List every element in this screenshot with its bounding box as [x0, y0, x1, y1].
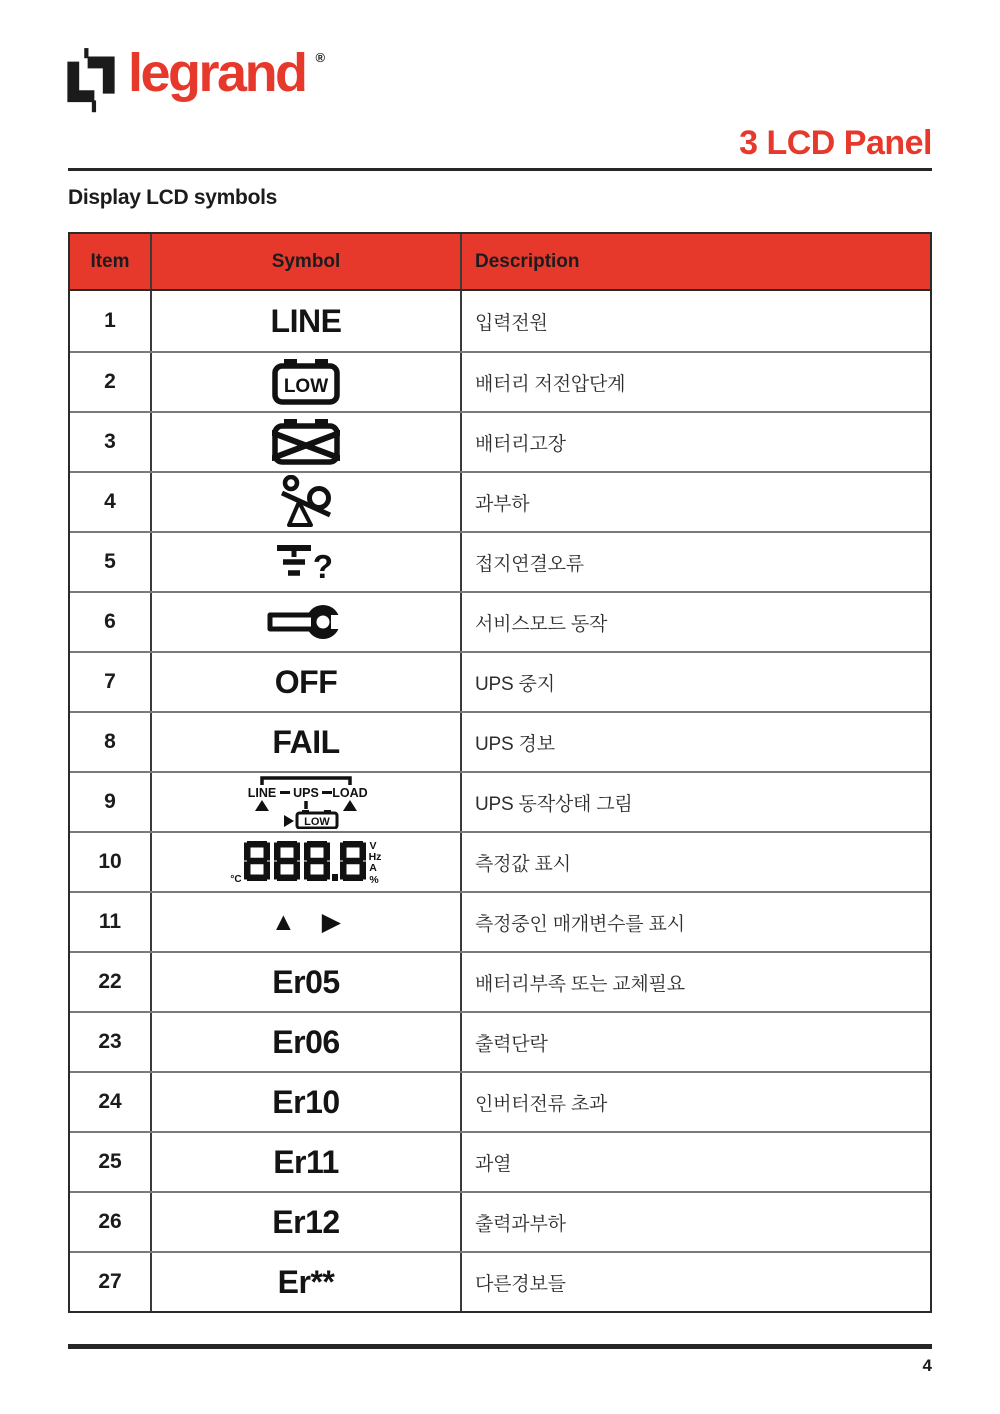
symbol-cell [150, 833, 462, 891]
item-number: 27 [98, 1270, 122, 1293]
description-text: UPS 중지 [475, 673, 555, 695]
description-text: 다른경보들 [475, 1273, 566, 1295]
description-cell [462, 291, 930, 351]
diagram-line-label: LINE [247, 786, 277, 800]
diagram-load-label: LOAD [332, 786, 368, 800]
symbol-cell [150, 413, 462, 471]
description-text: 서비스모드 동작 [475, 613, 608, 635]
symbol-cell [150, 1193, 462, 1251]
description-cell [462, 1193, 930, 1251]
description-cell [462, 1253, 930, 1311]
item-cell [70, 473, 150, 531]
symbol-cell [150, 1073, 462, 1131]
item-cell [70, 413, 150, 471]
symbol-cell [150, 291, 462, 351]
description-cell [462, 1133, 930, 1191]
table-row [70, 831, 930, 891]
param-arrows-icon [271, 907, 341, 936]
description-text: 입력전원 [475, 312, 548, 334]
header-symbol: Symbol [150, 234, 462, 289]
header-description: Description [475, 250, 580, 272]
ups-status-diagram-icon [240, 775, 372, 829]
description-cell [462, 773, 930, 831]
description-cell [462, 1073, 930, 1131]
legrand-logo-icon [64, 48, 118, 114]
item-cell [70, 593, 150, 651]
table-row [70, 951, 930, 1011]
item-number: 3 [104, 430, 116, 453]
description-text: 배터리부족 또는 교체필요 [475, 973, 685, 995]
description-text: 배터리고장 [475, 433, 566, 455]
item-cell [70, 291, 150, 351]
table-row [70, 531, 930, 591]
description-cell [462, 1013, 930, 1071]
symbol-cell [150, 653, 462, 711]
symbol-cell [150, 353, 462, 411]
description-cell [462, 413, 930, 471]
item-cell [70, 1073, 150, 1131]
description-text: 인버터전류 초과 [475, 1093, 608, 1115]
item-cell [70, 833, 150, 891]
table-row [70, 1131, 930, 1191]
item-number: 25 [98, 1150, 122, 1173]
item-number: 22 [98, 970, 122, 993]
lcd-symbols-table [68, 232, 932, 1313]
symbol-text: Er12 [272, 1203, 340, 1240]
measurement-display-icon [228, 836, 384, 888]
battery-low-icon [272, 359, 340, 405]
item-cell [70, 1013, 150, 1071]
symbol-text: Er05 [272, 963, 340, 1000]
symbol-cell [150, 1013, 462, 1071]
symbol-cell [150, 773, 462, 831]
table-body [70, 291, 930, 1311]
description-text: 배터리 저전압단계 [475, 373, 626, 395]
service-wrench-icon [265, 598, 347, 646]
table-row [70, 471, 930, 531]
display-unit-a: A [369, 862, 377, 874]
description-text: 측정값 표시 [475, 853, 571, 875]
page-subtitle: Display LCD symbols [68, 186, 278, 209]
description-cell [462, 833, 930, 891]
symbol-cell [150, 713, 462, 771]
right-arrow-icon: ▶ [321, 907, 341, 936]
description-cell [462, 713, 930, 771]
symbol-text: FAIL [272, 723, 340, 760]
description-cell [462, 473, 930, 531]
table-row [70, 1071, 930, 1131]
item-number: 24 [98, 1090, 122, 1113]
item-number: 26 [98, 1210, 122, 1233]
item-number: 4 [104, 490, 116, 513]
item-cell [70, 713, 150, 771]
description-text: 출력과부하 [475, 1213, 566, 1235]
description-text: 출력단락 [475, 1033, 548, 1055]
table-row [70, 291, 930, 351]
brand-name: legrand [128, 43, 306, 103]
item-number: 1 [104, 309, 116, 332]
description-text: 과부하 [475, 493, 530, 515]
item-number: 6 [104, 610, 116, 633]
diagram-low-label: LOW [304, 816, 330, 828]
table-row [70, 591, 930, 651]
title-rule [68, 168, 932, 171]
item-number: 23 [98, 1030, 122, 1053]
symbol-cell [150, 893, 462, 951]
seven-segment-digits [244, 841, 366, 881]
item-cell [70, 1253, 150, 1311]
table-row [70, 351, 930, 411]
up-arrow-icon: ▲ [271, 907, 296, 936]
table-row [70, 891, 930, 951]
section-title: 3 LCD Panel [739, 124, 932, 162]
symbol-cell [150, 593, 462, 651]
symbol-text: OFF [274, 663, 338, 700]
table-row [70, 1251, 930, 1311]
table-row [70, 1191, 930, 1251]
item-cell [70, 353, 150, 411]
item-number: 7 [104, 670, 116, 693]
item-number: 8 [104, 730, 116, 753]
description-cell [462, 353, 930, 411]
table-row [70, 651, 930, 711]
overload-icon [279, 475, 333, 529]
symbol-text: Er** [277, 1263, 335, 1300]
item-cell [70, 653, 150, 711]
item-cell [70, 1193, 150, 1251]
symbol-cell [150, 1133, 462, 1191]
diagram-ups-label: UPS [293, 786, 319, 800]
description-cell [462, 533, 930, 591]
description-cell [462, 953, 930, 1011]
description-text: 측정중인 매개변수를 표시 [475, 913, 685, 935]
display-unit-pct: % [369, 874, 379, 886]
item-cell [70, 893, 150, 951]
battery-low-label: LOW [283, 376, 329, 397]
item-cell [70, 533, 150, 591]
description-cell [462, 893, 930, 951]
question-mark-label: ? [312, 548, 334, 584]
symbol-text: Er06 [272, 1023, 340, 1060]
item-cell [70, 953, 150, 1011]
symbol-text: LINE [270, 302, 342, 339]
display-unit-hz: Hz [368, 851, 382, 863]
header-item: Item [90, 250, 130, 272]
table-row [70, 1011, 930, 1071]
description-text: UPS 경보 [475, 733, 555, 755]
ground-fault-icon [275, 540, 337, 584]
item-cell [70, 773, 150, 831]
registered-mark-icon: ® [315, 50, 326, 65]
item-number: 2 [104, 370, 116, 393]
table-row [70, 771, 930, 831]
item-number: 10 [98, 850, 122, 873]
table-header-row [70, 234, 930, 291]
symbol-text: Er11 [273, 1143, 339, 1180]
description-cell [462, 653, 930, 711]
table-row [70, 411, 930, 471]
footer-rule [68, 1344, 932, 1349]
symbol-cell [150, 953, 462, 1011]
table-row [70, 711, 930, 771]
display-celsius-label: °C [230, 874, 242, 885]
page-number: 4 [922, 1356, 932, 1375]
description-text: 과열 [475, 1153, 512, 1175]
description-text: 접지연결오류 [475, 553, 584, 575]
symbol-cell [150, 473, 462, 531]
battery-fault-icon [272, 419, 340, 465]
item-cell [70, 1133, 150, 1191]
description-cell [462, 593, 930, 651]
symbol-cell [150, 533, 462, 591]
legrand-logo [64, 43, 326, 114]
item-number: 9 [104, 790, 116, 813]
description-text: UPS 동작상태 그림 [475, 793, 633, 815]
symbol-text: Er10 [272, 1083, 340, 1120]
display-unit-v: V [369, 840, 377, 852]
item-number: 5 [104, 550, 116, 573]
item-number: 11 [98, 910, 122, 933]
symbol-cell [150, 1253, 462, 1311]
